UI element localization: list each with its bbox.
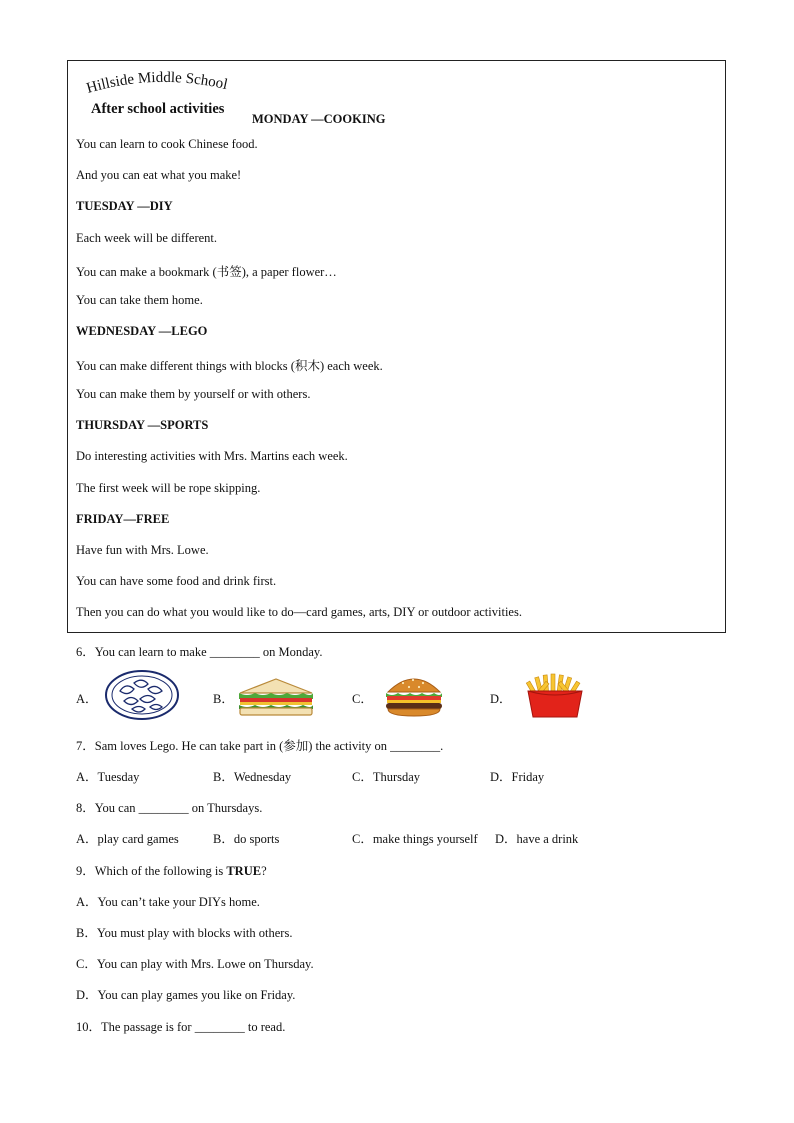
q7-option-b: B．Wednesday: [213, 770, 292, 784]
notice-line: Have fun with Mrs. Lowe.: [76, 543, 209, 557]
q8-option-a: A．play card games: [76, 832, 179, 846]
activities-notice: [67, 60, 726, 633]
thursday-heading: THURSDAY —SPORTS: [76, 418, 209, 432]
q9-stem-text: 9．Which of the following is: [76, 864, 227, 878]
notice-line: Each week will be different.: [76, 231, 218, 245]
question-6-stem: 6．You can learn to make ________ on Monday.: [76, 645, 323, 659]
question-8-stem: 8．You can ________ on Thursdays.: [76, 801, 263, 815]
q8-option-c: C．make things yourself: [352, 832, 478, 846]
q7-option-a: A．Tuesday: [76, 770, 140, 784]
q9-stem-end: ?: [261, 864, 267, 878]
q6-option-a-letter: A．: [76, 692, 98, 706]
sandwich-icon: [236, 675, 316, 724]
wednesday-heading: WEDNESDAY —LEGO: [76, 324, 208, 338]
notice-line: Then you can do what you would like to do—card games, arts, DIY or outdoor activities.: [76, 605, 522, 619]
notice-line: And you can eat what you make!: [76, 168, 242, 182]
monday-heading: MONDAY —COOKING: [252, 112, 386, 126]
dumplings-icon: [104, 669, 180, 726]
notice-line: Do interesting activities with Mrs. Martins each week.: [76, 449, 348, 463]
notice-line: You can learn to cook Chinese food.: [76, 137, 258, 151]
q6-option-d-letter: D．: [490, 692, 512, 706]
question-9-stem: [76, 861, 267, 879]
notice-line: You can have some food and drink first.: [76, 574, 277, 588]
notice-line: The first week will be rope skipping.: [76, 481, 261, 495]
q8-option-d: D．have a drink: [495, 832, 579, 846]
q9-stem-emphasis: TRUE: [226, 864, 262, 878]
friday-heading: FRIDAY—FREE: [76, 512, 170, 526]
french-fries-icon: [522, 673, 588, 724]
q7-option-d: D．Friday: [490, 770, 545, 784]
notice-line: You can make a bookmark (书签), a paper flower…: [76, 265, 337, 279]
q6-option-c-letter: C．: [352, 692, 373, 706]
q9-option-d: D．You can play games you like on Friday.: [76, 988, 296, 1002]
question-7-stem: 7．Sam loves Lego. He can take part in (参加) the activity on ________.: [76, 739, 444, 753]
q9-option-b: B．You must play with blocks with others.: [76, 926, 293, 940]
q8-option-b: B．do sports: [213, 832, 280, 846]
school-name: Hillside Middle School: [84, 69, 230, 97]
q9-option-a: A．You can’t take your DIYs home.: [76, 895, 260, 909]
tuesday-heading: TUESDAY —DIY: [76, 199, 173, 213]
notice-line: You can make different things with blocks (积木) each week.: [76, 359, 383, 373]
notice-line: You can take them home.: [76, 293, 203, 307]
hamburger-icon: [383, 672, 445, 723]
q6-option-b-letter: B．: [213, 692, 234, 706]
svg-text:Hillside Middle School: [85, 70, 229, 97]
notice-subtitle: After school activities: [91, 101, 225, 117]
notice-line: You can make them by yourself or with others.: [76, 387, 311, 401]
q9-option-c: C．You can play with Mrs. Lowe on Thursday.: [76, 957, 314, 971]
q7-option-c: C．Thursday: [352, 770, 421, 784]
school-name-arc: [83, 63, 253, 103]
question-10-stem: 10．The passage is for ________ to read.: [76, 1020, 286, 1034]
